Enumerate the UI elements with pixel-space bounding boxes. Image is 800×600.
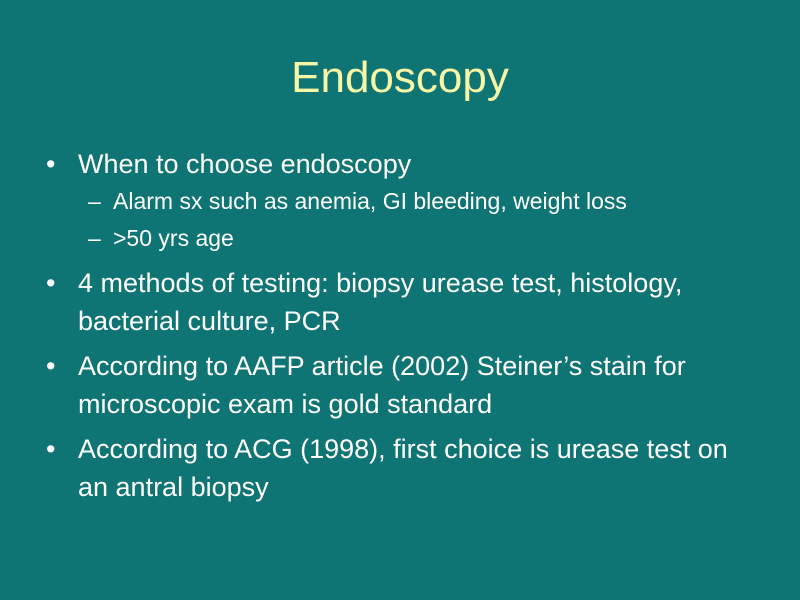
bullet-marker: • <box>46 434 56 464</box>
bullet-text: According to ACG (1998), first choice is urease test on an antral biopsy <box>78 434 728 502</box>
bullet-marker: • <box>46 351 56 381</box>
sub-bullet-marker: – <box>88 225 101 251</box>
bullet-list <box>46 145 746 513</box>
sub-bullet-text: Alarm sx such as anemia, GI bleeding, weight loss <box>113 188 627 214</box>
slide-title: Endoscopy <box>291 53 509 102</box>
bullet-text: When to choose endoscopy <box>78 149 412 179</box>
bullet-text: According to AAFP article (2002) Steiner’s stain for microscopic exam is gold standard <box>78 351 686 419</box>
sub-bullet-item <box>88 183 746 220</box>
bullet-text: 4 methods of testing: biopsy urease test, histology, bacterial culture, PCR <box>78 268 683 336</box>
bullet-item <box>46 347 746 423</box>
bullet-item <box>46 264 746 340</box>
bullet-item <box>46 430 746 506</box>
sub-bullet-list <box>78 183 746 257</box>
bullet-item <box>46 145 746 257</box>
bullet-marker: • <box>46 149 56 179</box>
sub-bullet-marker: – <box>88 188 101 214</box>
sub-bullet-text: >50 yrs age <box>113 225 234 251</box>
bullet-marker: • <box>46 268 56 298</box>
sub-bullet-item <box>88 220 746 257</box>
